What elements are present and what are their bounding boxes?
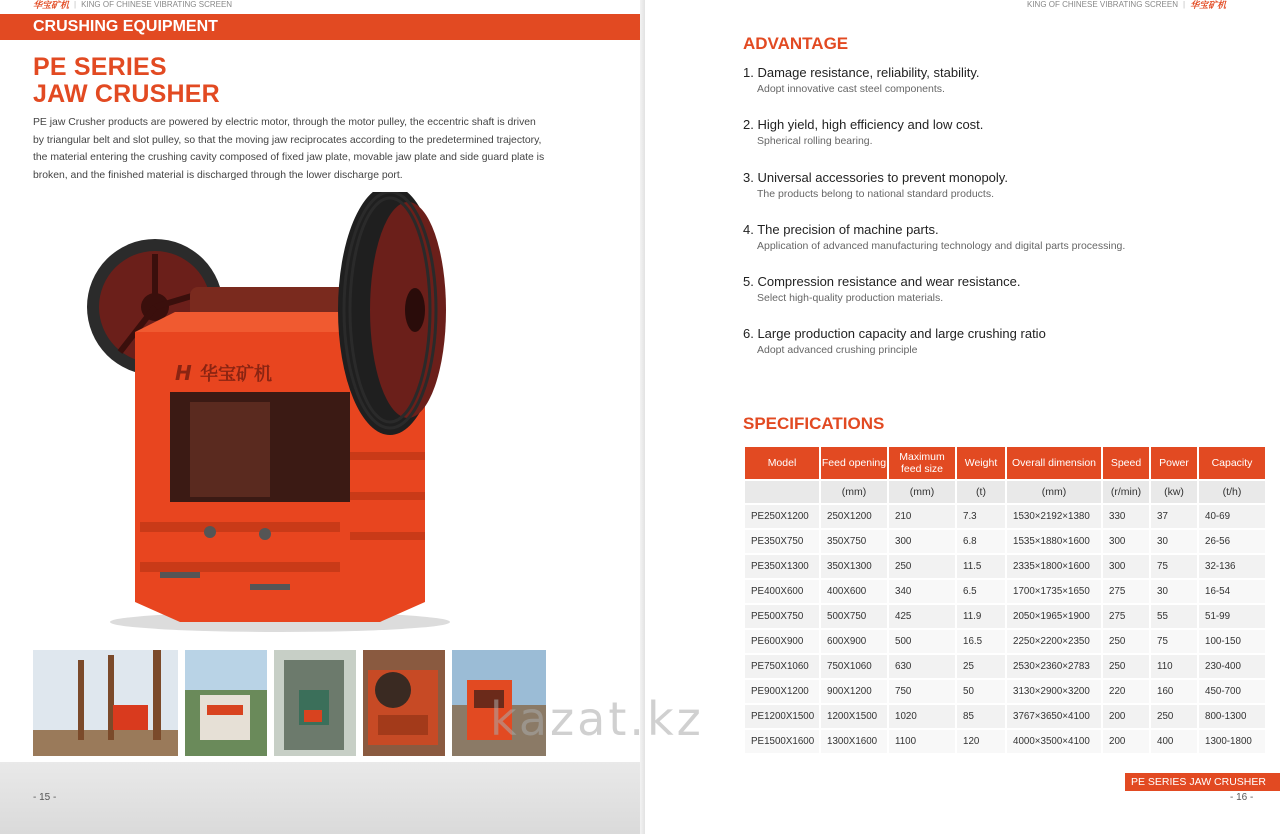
table-cell: 250X1200 <box>821 505 887 528</box>
table-cell: 350X1300 <box>821 555 887 578</box>
unit-cell: (mm) <box>1007 481 1101 503</box>
table-cell: 800-1300 <box>1199 705 1265 728</box>
advantage-detail: Spherical rolling bearing. <box>757 135 873 148</box>
table-cell: 2250×2200×2350 <box>1007 630 1101 653</box>
table-cell: PE250X1200 <box>745 505 819 528</box>
table-cell: 340 <box>889 580 955 603</box>
table-cell: PE600X900 <box>745 630 819 653</box>
machine-logo-text: 华宝矿机 <box>200 364 272 385</box>
table-cell: PE1500X1600 <box>745 730 819 753</box>
table-cell: 1100 <box>889 730 955 753</box>
advantage-item <box>743 221 1263 273</box>
brand-tagline: KING OF CHINESE VIBRATING SCREEN <box>1027 0 1178 9</box>
table-cell: 3130×2900×3200 <box>1007 680 1101 703</box>
page-title <box>33 54 220 108</box>
column-header: Speed <box>1103 447 1149 479</box>
advantage-item <box>743 273 1263 325</box>
table-cell: 2335×1800×1600 <box>1007 555 1101 578</box>
table-cell: 1020 <box>889 705 955 728</box>
column-header: Weight <box>957 447 1005 479</box>
table-cell: 900X1200 <box>821 680 887 703</box>
table-cell: PE350X1300 <box>745 555 819 578</box>
advantage-detail: Select high-quality production materials. <box>757 292 944 305</box>
unit-cell: (mm) <box>889 481 955 503</box>
specifications-table <box>743 445 1267 755</box>
table-cell: 30 <box>1151 580 1197 603</box>
table-cell: 300 <box>889 530 955 553</box>
table-cell: 2530×2360×2783 <box>1007 655 1101 678</box>
table-cell: 6.8 <box>957 530 1005 553</box>
table-cell: PE400X600 <box>745 580 819 603</box>
table-cell: 200 <box>1103 705 1149 728</box>
advantage-heading: 3. Universal accessories to prevent monopoly. <box>743 169 1008 185</box>
table-cell: 275 <box>1103 580 1149 603</box>
table-cell: 750X1060 <box>821 655 887 678</box>
table-cell: 1700×1735×1650 <box>1007 580 1101 603</box>
table-cell: 500X750 <box>821 605 887 628</box>
table-cell: 750 <box>889 680 955 703</box>
table-row <box>745 530 1265 553</box>
table-cell: 16-54 <box>1199 580 1265 603</box>
title-line-1: PE SERIES <box>33 53 167 81</box>
thumbnail-photo-3 <box>274 650 356 756</box>
table-cell: 275 <box>1103 605 1149 628</box>
unit-cell: (kw) <box>1151 481 1197 503</box>
table-cell: 50 <box>957 680 1005 703</box>
table-row <box>745 555 1265 578</box>
column-header: Power <box>1151 447 1197 479</box>
table-cell: 250 <box>1151 705 1197 728</box>
unit-cell: (r/min) <box>1103 481 1149 503</box>
brand-logo: 华宝矿机 <box>1190 0 1227 10</box>
intro-paragraph: PE jaw Crusher products are powered by electric motor, through the motor pulley, the eccentric shaft is driven by triangular belt and slot pulley, so that the moving jaw reciprocates according to the predetermined trajectory, the material entering the crushing cavity composed of fixed jaw plate, movable jaw plate and side guard plate is broken, and the finished material is discharged through the lower discharge port. <box>33 117 545 181</box>
thumbnail-photo-1 <box>33 650 178 756</box>
advantage-item <box>743 169 1263 221</box>
column-header: Overall dimension <box>1007 447 1101 479</box>
jaw-crusher-image <box>80 192 470 642</box>
left-header-brand: 华宝矿机 | KING OF CHINESE VIBRATING SCREEN <box>33 0 233 10</box>
table-cell: 1200X1500 <box>821 705 887 728</box>
brand-logo: 华宝矿机 <box>33 0 70 10</box>
advantage-detail: The products belong to national standard products. <box>757 187 994 200</box>
table-cell: 250 <box>889 555 955 578</box>
title-line-2: JAW CRUSHER <box>33 80 220 108</box>
column-header: Model <box>745 447 819 479</box>
table-cell: 100-150 <box>1199 630 1265 653</box>
table-cell: 250 <box>1103 630 1149 653</box>
table-cell: 110 <box>1151 655 1197 678</box>
svg-text:H: H <box>175 361 192 385</box>
unit-cell: (t/h) <box>1199 481 1265 503</box>
advantage-detail: Adopt advanced crushing principle <box>757 344 918 357</box>
table-units-row <box>745 481 1265 503</box>
table-cell: 450-700 <box>1199 680 1265 703</box>
table-cell: 630 <box>889 655 955 678</box>
table-cell: 7.3 <box>957 505 1005 528</box>
table-cell: 220 <box>1103 680 1149 703</box>
column-header: Maximum feed size <box>889 447 955 479</box>
table-cell: 75 <box>1151 555 1197 578</box>
table-row <box>745 505 1265 528</box>
advantage-heading: 5. Compression resistance and wear resistance. <box>743 274 1021 290</box>
table-cell: 1530×2192×1380 <box>1007 505 1101 528</box>
table-cell: PE750X1060 <box>745 655 819 678</box>
table-row <box>745 655 1265 678</box>
table-cell: 40-69 <box>1199 505 1265 528</box>
table-cell: 16.5 <box>957 630 1005 653</box>
advantage-item <box>743 64 1263 116</box>
table-cell: 400X600 <box>821 580 887 603</box>
table-cell: 1535×1880×1600 <box>1007 530 1101 553</box>
advantage-heading: 1. Damage resistance, reliability, stability. <box>743 65 980 80</box>
table-cell: 30 <box>1151 530 1197 553</box>
table-cell: 25 <box>957 655 1005 678</box>
table-cell: 500 <box>889 630 955 653</box>
advantage-item <box>743 325 1263 377</box>
table-cell: 32-136 <box>1199 555 1265 578</box>
column-header: Feed opening <box>821 447 887 479</box>
table-row <box>745 580 1265 603</box>
table-cell: 11.5 <box>957 555 1005 578</box>
thumbnail-photo-4 <box>363 650 445 756</box>
unit-cell <box>745 481 819 503</box>
table-row <box>745 730 1265 753</box>
table-cell: PE350X750 <box>745 530 819 553</box>
table-cell: 230-400 <box>1199 655 1265 678</box>
thumbnail-photo-2 <box>185 650 267 756</box>
table-cell: 300 <box>1103 555 1149 578</box>
table-cell: 600X900 <box>821 630 887 653</box>
table-header-row <box>745 447 1265 479</box>
table-cell: 85 <box>957 705 1005 728</box>
advantage-heading: 2. High yield, high efficiency and low cost. <box>743 117 984 133</box>
table-cell: PE900X1200 <box>745 680 819 703</box>
table-cell: 400 <box>1151 730 1197 753</box>
table-cell: 4000×3500×4100 <box>1007 730 1101 753</box>
table-cell: 26-56 <box>1199 530 1265 553</box>
footer-band <box>0 762 645 834</box>
advantage-detail: Application of advanced manufacturing technology and digital parts processing. <box>757 239 1126 252</box>
column-header: Capacity <box>1199 447 1265 479</box>
table-cell: 2050×1965×1900 <box>1007 605 1101 628</box>
table-cell: 1300-1800 <box>1199 730 1265 753</box>
table-row <box>745 605 1265 628</box>
advantage-detail: Adopt innovative cast steel components. <box>757 83 945 95</box>
page-number-right: - 16 - <box>1230 792 1254 803</box>
advantage-title: ADVANTAGE <box>743 34 849 53</box>
table-cell: PE1200X1500 <box>745 705 819 728</box>
table-cell: 250 <box>1103 655 1149 678</box>
table-cell: 3767×3650×4100 <box>1007 705 1101 728</box>
table-row <box>745 705 1265 728</box>
table-cell: 75 <box>1151 630 1197 653</box>
table-cell: 350X750 <box>821 530 887 553</box>
table-cell: 120 <box>957 730 1005 753</box>
thumbnail-strip <box>33 650 546 756</box>
specifications-title: SPECIFICATIONS <box>743 414 885 433</box>
table-cell: 300 <box>1103 530 1149 553</box>
table-row <box>745 680 1265 703</box>
advantage-heading: 4. The precision of machine parts. <box>743 221 939 237</box>
table-cell: 1300X1600 <box>821 730 887 753</box>
table-cell: 37 <box>1151 505 1197 528</box>
table-cell: 330 <box>1103 505 1149 528</box>
unit-cell: (t) <box>957 481 1005 503</box>
table-cell: 425 <box>889 605 955 628</box>
table-cell: 51-99 <box>1199 605 1265 628</box>
advantage-list <box>743 64 1263 378</box>
footer-tag: PE SERIES JAW CRUSHER <box>1125 773 1280 791</box>
advantage-item <box>743 116 1263 168</box>
brand-tagline: KING OF CHINESE VIBRATING SCREEN <box>81 0 233 9</box>
advantage-heading: 6. Large production capacity and large crushing ratio <box>743 326 1046 342</box>
section-bar: CRUSHING EQUIPMENT <box>0 14 645 40</box>
table-cell: 11.9 <box>957 605 1005 628</box>
page-number-left: - 15 - <box>33 792 57 803</box>
unit-cell: (mm) <box>821 481 887 503</box>
table-body <box>745 505 1265 753</box>
right-page <box>645 0 1280 834</box>
table-cell: 200 <box>1103 730 1149 753</box>
table-cell: PE500X750 <box>745 605 819 628</box>
right-header-brand: KING OF CHINESE VIBRATING SCREEN | 华宝矿机 <box>1027 0 1227 10</box>
watermark: kazat.kz <box>490 692 704 746</box>
table-cell: 55 <box>1151 605 1197 628</box>
table-cell: 210 <box>889 505 955 528</box>
table-row <box>745 630 1265 653</box>
table-cell: 160 <box>1151 680 1197 703</box>
table-cell: 6.5 <box>957 580 1005 603</box>
